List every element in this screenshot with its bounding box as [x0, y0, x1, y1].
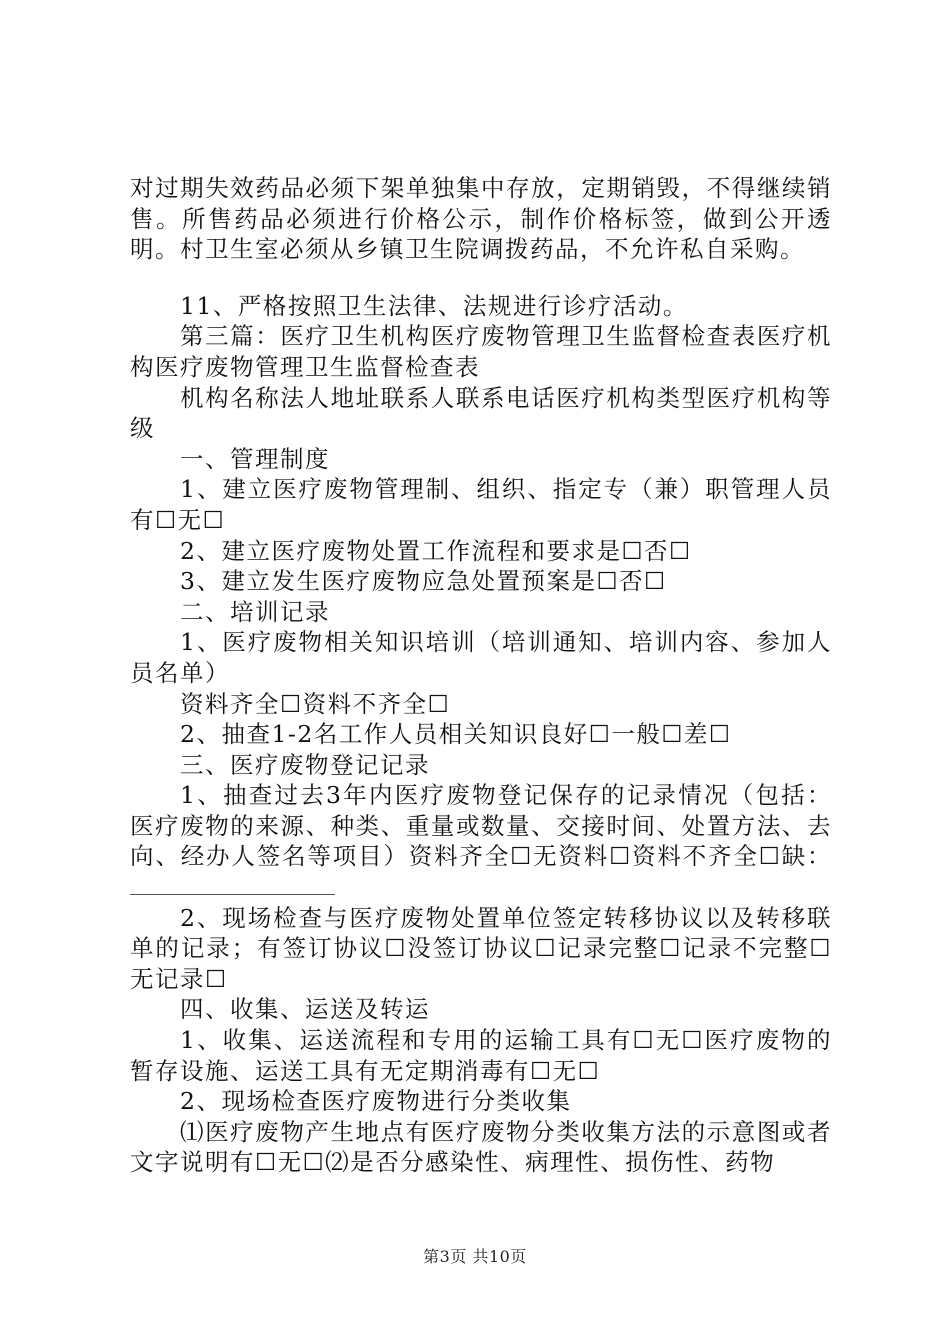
item-collection-2: 2、现场检查医疗废物进行分类收集	[180, 1087, 572, 1116]
item-training-2: 2、抽查1-2名工作人员相关知识良好☐一般☐差☐	[180, 720, 732, 749]
heading-training-records: 二、培训记录	[180, 597, 330, 626]
page-number-footer: 第3页 共10页	[423, 1247, 527, 1266]
heading-waste-registration: 三、医疗废物登记记录	[180, 750, 430, 779]
item-registration-1	[130, 780, 832, 902]
section-title: 第三篇：医疗卫生机构医疗废物管理卫生监督检查表医疗机构医疗废物管理卫生监督检查表	[130, 322, 832, 381]
paragraph-item-11: 11、严格按照卫生法律、法规进行诊疗活动。	[180, 291, 688, 320]
item-registration-2: 2、现场检查与医疗废物处置单位签定转移协议以及转移联单的记录；有签订协议☐没签订协议☐记录完整☐记录不完整☐无记录☐	[130, 903, 832, 993]
item-collection-sub-1: ⑴医疗废物产生地点有医疗废物分类收集方法的示意图或者文字说明有☐无☐⑵是否分感染性、病理性、损伤性、药物	[130, 1117, 832, 1177]
item-management-3: 3、建立发生医疗废物应急处置预案是☐否☐	[180, 567, 667, 596]
item-registration-1-text: 1、抽查过去3年内医疗废物登记保存的记录情况（包括：医疗废物的来源、种类、重量或数量、交接时间、处置方法、去向、经办人签名等项目）资料齐全☐无资料☐资料不齐全☐缺：	[130, 781, 832, 871]
item-training-materials: 资料齐全☐资料不齐全☐	[180, 689, 451, 718]
item-management-2: 2、建立医疗废物处置工作流程和要求是☐否☐	[180, 536, 692, 565]
item-collection-1: 1、收集、运送流程和专用的运输工具有☐无☐医疗废物的暂存设施、运送工具有无定期消毒有☐无☐	[130, 1026, 832, 1085]
heading-collection-transport: 四、收集、运送及转运	[180, 995, 430, 1024]
document-body	[130, 173, 832, 1178]
paragraph-drug-storage: 对过期失效药品必须下架单独集中存放，定期销毁，不得继续销售。所售药品必须进行价格公示，制作价格标签，做到公开透明。村卫生室必须从乡镇卫生院调拨药品，不允许私自采购。	[130, 174, 832, 264]
item-management-1: 1、建立医疗废物管理制、组织、指定专（兼）职管理人员有☐无☐	[130, 475, 832, 534]
item-training-1: 1、医疗废物相关知识培训（培训通知、培训内容、参加人员名单）	[130, 628, 832, 687]
missing-items-blank-line	[130, 874, 335, 895]
paragraph-institution-fields: 机构名称法人地址联系人联系电话医疗机构类型医疗机构等级	[130, 383, 832, 443]
heading-management-system: 一、管理制度	[180, 444, 330, 473]
